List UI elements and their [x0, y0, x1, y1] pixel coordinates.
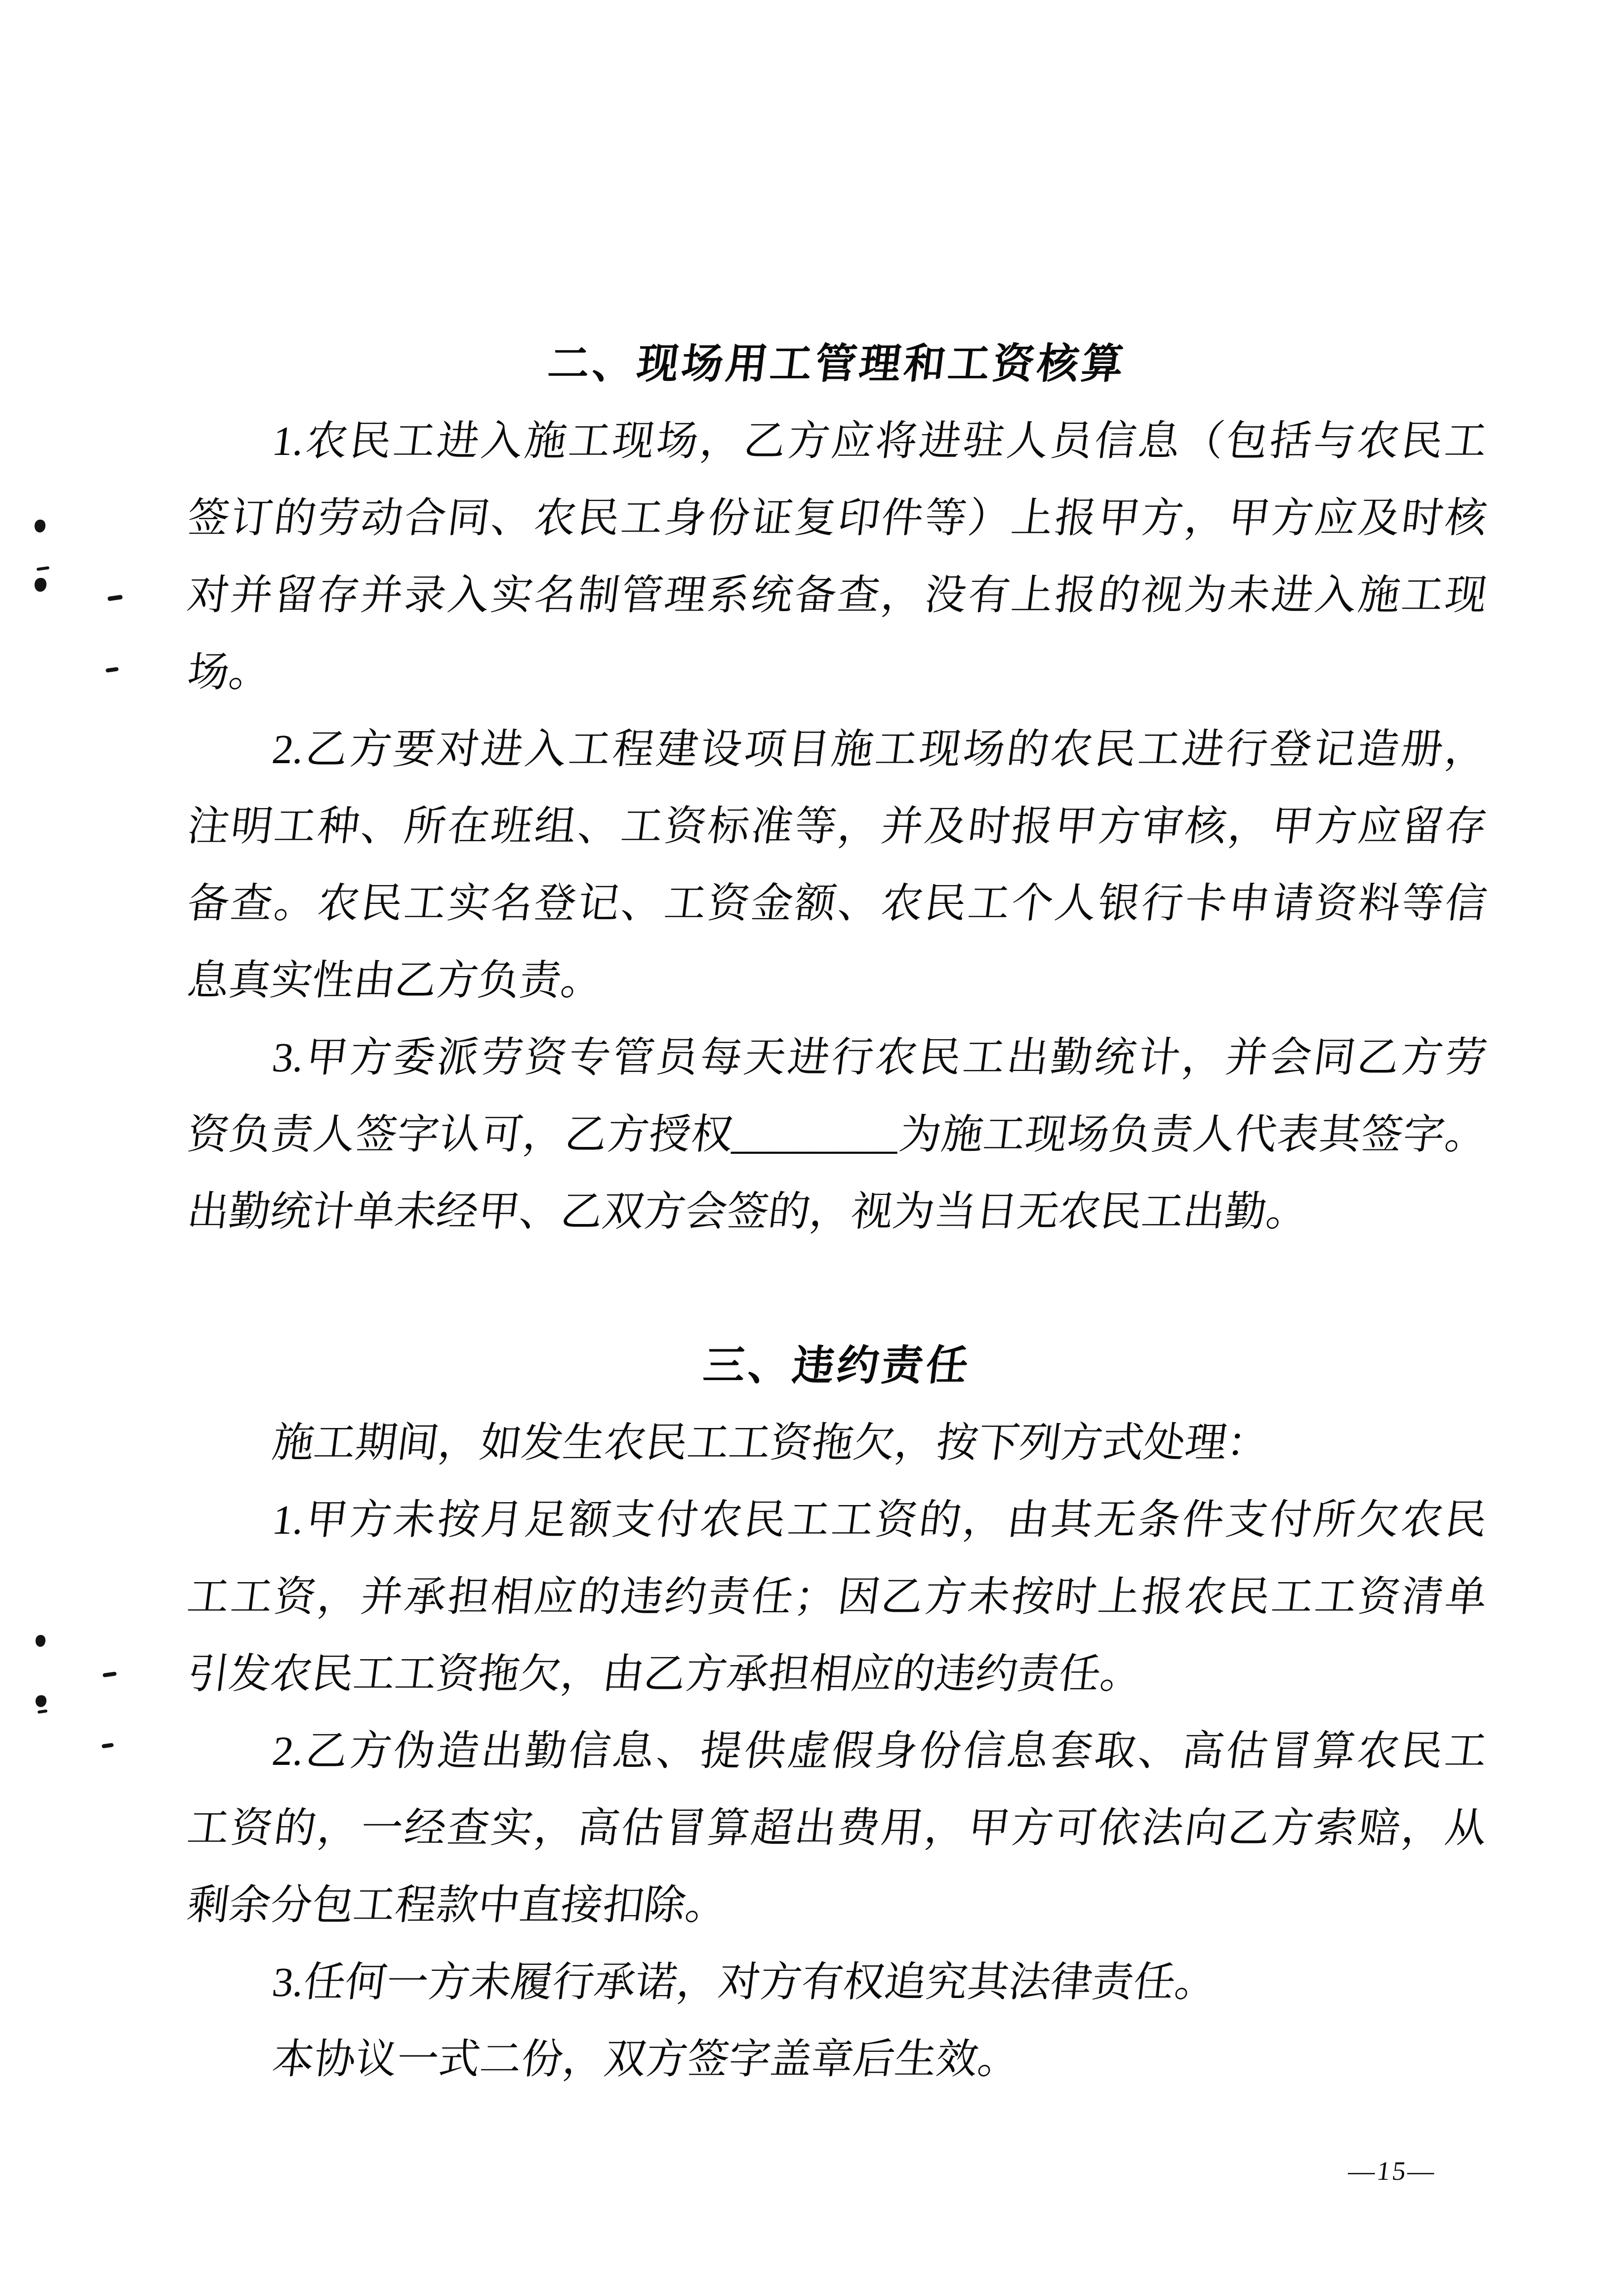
document-line: 场。 [185, 650, 274, 695]
document-line: 2.乙方要对进入工程建设项目施工现场的农民工进行登记造册， [270, 727, 1490, 773]
document-line: 3.甲方委派劳资专管员每天进行农民工出勤统计，并会同乙方劳 [270, 1035, 1490, 1081]
ink-speck [106, 667, 119, 673]
document-line: 工工资，并承担相应的违约责任；因乙方未按时上报农民工工资清单 [185, 1574, 1490, 1620]
document-line: 息真实性由乙方负责。 [185, 958, 606, 1004]
document-line: 对并留存并录入实名制管理系统备查，没有上报的视为未进入施工现 [185, 572, 1490, 618]
document-line: 1.农民工进入施工现场，乙方应将进驻人员信息（包括与农民工 [270, 418, 1490, 464]
document-line: 出勤统计单未经甲、乙双方会签的，视为当日无农民工出勤。 [185, 1189, 1311, 1235]
ink-speck [103, 1672, 117, 1677]
ink-speck [35, 578, 46, 592]
section-heading-labor-management: 二、现场用工管理和工资核算 [545, 341, 1129, 387]
document-line: 1.甲方未按月足额支付农民工工资的，由其无条件支付所欠农民 [270, 1497, 1490, 1543]
ink-speck [108, 595, 123, 601]
document-line: 施工期间，如发生农民工工资拖欠，按下列方式处理： [270, 1420, 1271, 1466]
document-line: 引发农民工工资拖欠，由乙方承担相应的违约责任。 [185, 1651, 1145, 1697]
ink-speck [36, 1635, 45, 1647]
document-line: 备查。农民工实名登记、工资金额、农民工个人银行卡申请资料等信 [185, 881, 1490, 927]
document-line: 工资的，一经查实，高估冒算超出费用，甲方可依法向乙方索赔，从 [185, 1805, 1490, 1851]
document-line-with-blank-field: 资负责人签字认可，乙方授权________为施工现场负责人代表其签字。 [185, 1112, 1490, 1158]
ink-speck [36, 1695, 46, 1707]
document-line: 剩余分包工程款中直接扣除。 [185, 1882, 730, 1928]
page-number: —15— [1346, 2156, 1438, 2186]
document-line: 3.任何一方未履行承诺，对方有权追究其法律责任。 [270, 1959, 1219, 2005]
document-line: 本协议一式二份，双方签字盖章后生效。 [270, 2037, 1022, 2082]
document-line: 注明工种、所在班组、工资标准等，并及时报甲方审核，甲方应留存 [185, 804, 1490, 850]
ink-speck [102, 1743, 114, 1748]
document-line: 2.乙方伪造出勤信息、提供虚假身份信息套取、高估冒算农民工 [270, 1728, 1490, 1774]
ink-speck [37, 566, 50, 571]
blank-line [183, 1251, 1491, 1328]
section-heading-breach-liability: 三、违约责任 [701, 1343, 974, 1389]
contract-text-block [185, 326, 1490, 2098]
ink-speck [38, 1710, 48, 1714]
document-line: 签订的劳动合同、农民工身份证复印件等）上报甲方，甲方应及时核 [185, 495, 1490, 541]
ink-speck [35, 520, 45, 532]
